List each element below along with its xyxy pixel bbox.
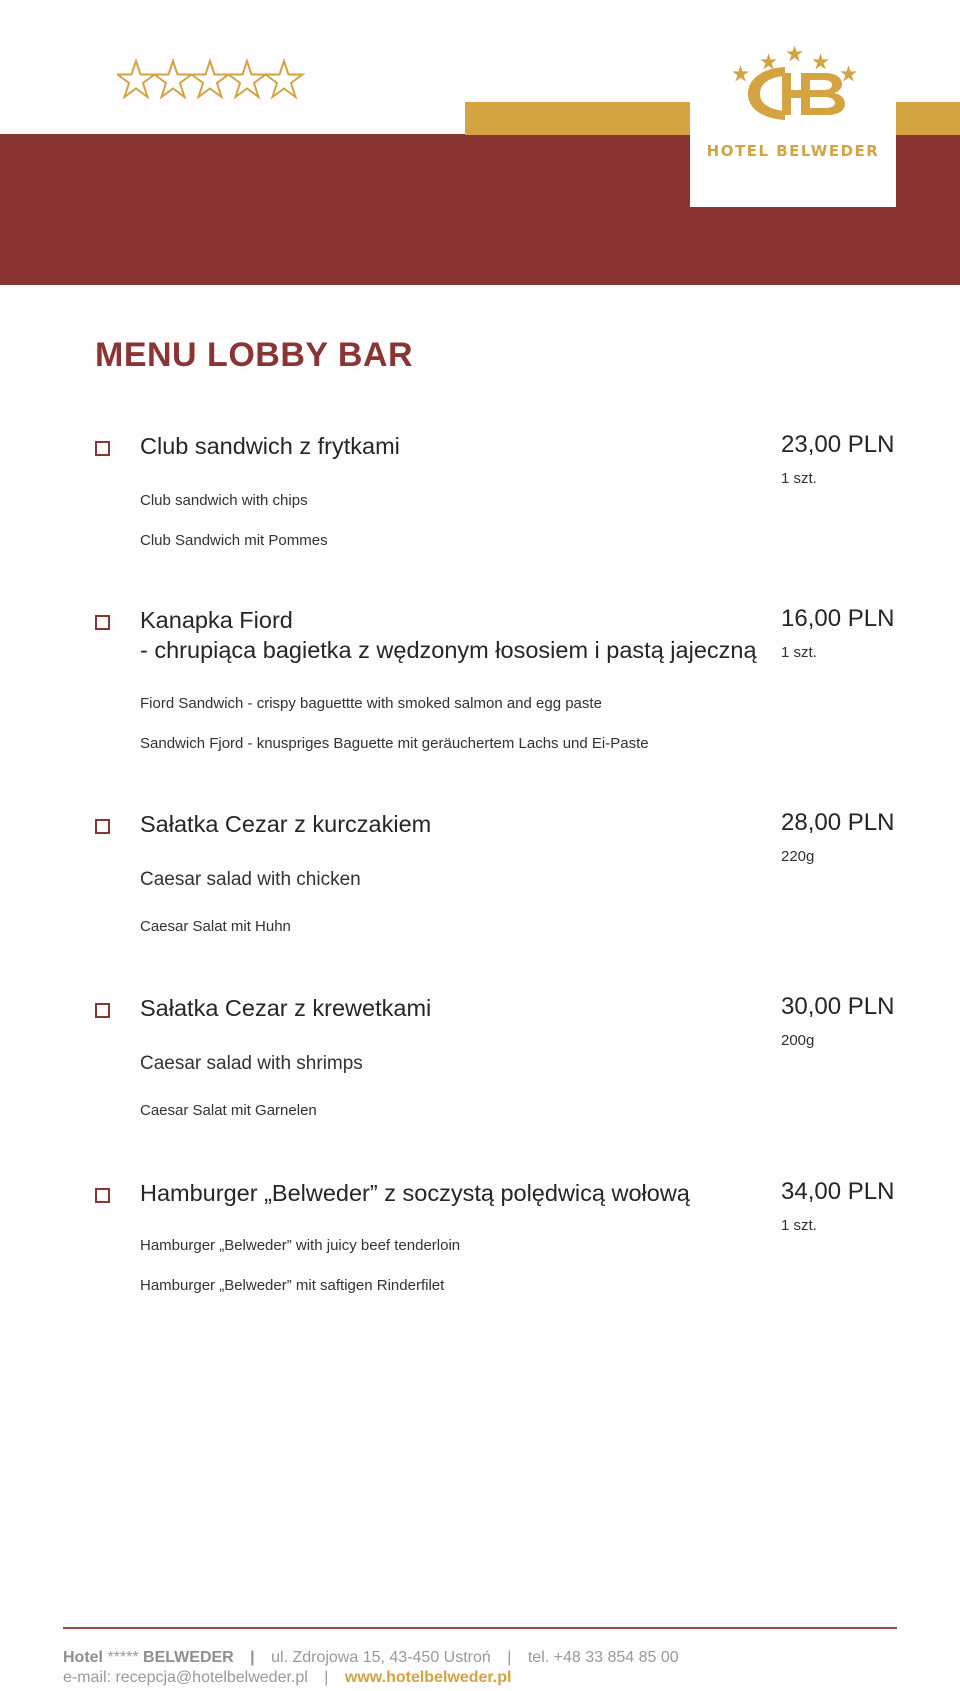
item-translation-en: Club sandwich with chips [140, 492, 308, 509]
header [0, 0, 960, 285]
header-gold-stripe-right [896, 102, 960, 135]
hotel-logo-text: HOTEL BELWEDER [706, 142, 880, 160]
page-title: MENU LOBBY BAR [95, 336, 414, 374]
item-price: 28,00 PLN [781, 809, 895, 836]
footer-phone: tel. +48 33 854 85 00 [527, 1649, 679, 1666]
item-price: 34,00 PLN [781, 1178, 895, 1205]
item-translation-en: Fiord Sandwich - crispy baguettte with smoked salmon and egg paste [140, 695, 602, 712]
item-translation-en: Hamburger „Belweder” with juicy beef tenderloin [140, 1237, 461, 1254]
item-name: Club sandwich z frytkami [140, 433, 400, 459]
item-translation-de: Caesar Salat mit Huhn [140, 918, 291, 935]
item-quantity: 1 szt. [781, 470, 817, 487]
footer-website-link[interactable]: www.hotelbelweder.pl [344, 1669, 512, 1686]
item-quantity: 200g [781, 1032, 815, 1049]
checkbox-icon [95, 1188, 110, 1203]
item-translation-de: Hamburger „Belweder” mit saftigen Rinderfilet [140, 1277, 445, 1294]
five-star-rating-icon [117, 58, 307, 104]
menu-item [95, 1173, 895, 1303]
item-translation-en: Caesar salad with shrimps [140, 1053, 363, 1074]
item-translation-de: Caesar Salat mit Garnelen [140, 1102, 317, 1119]
footer-separator: | [507, 1649, 512, 1666]
item-name-line2: - chrupiąca bagietka z wędzonym łososiem i pastą jajeczną [140, 637, 757, 663]
item-quantity: 1 szt. [781, 1217, 817, 1234]
item-name: Hamburger „Belweder” z soczystą polędwicą wołową [140, 1180, 690, 1206]
item-translation-de: Club Sandwich mit Pommes [140, 532, 328, 549]
item-name: Sałatka Cezar z kurczakiem [140, 811, 432, 837]
item-price: 30,00 PLN [781, 993, 895, 1020]
item-price: 16,00 PLN [781, 605, 895, 632]
footer-hotel-prefix: Hotel [63, 1649, 103, 1666]
header-gold-stripe [465, 102, 690, 135]
item-price: 23,00 PLN [781, 431, 895, 458]
item-name: Kanapka Fiord [140, 607, 293, 633]
checkbox-icon [95, 819, 110, 834]
hotel-logo-emblem-icon [690, 40, 896, 120]
footer-address: ul. Zdrojowa 15, 43-450 Ustroń [271, 1649, 491, 1666]
item-quantity: 220g [781, 848, 815, 865]
footer-separator: | [324, 1669, 329, 1686]
footer-hotel-stars: ***** [107, 1649, 139, 1666]
item-name: Sałatka Cezar z krewetkami [140, 995, 432, 1021]
item-quantity: 1 szt. [781, 644, 817, 661]
item-translation-en: Caesar salad with chicken [140, 869, 361, 890]
menu-item [95, 804, 895, 944]
footer-email[interactable]: e-mail: recepcja@hotelbelweder.pl [63, 1669, 308, 1686]
footer-divider [63, 1627, 897, 1629]
checkbox-icon [95, 1003, 110, 1018]
footer-hotel-name: BELWEDER [143, 1649, 234, 1666]
menu-item [95, 426, 895, 556]
checkbox-icon [95, 441, 110, 456]
hotel-logo [690, 0, 896, 207]
footer-address-line [63, 1649, 679, 1667]
menu-item [95, 988, 895, 1128]
item-translation-de: Sandwich Fjord - knuspriges Baguette mit geräuchertem Lachs und Ei-Paste [140, 735, 649, 752]
footer-separator: | [250, 1649, 255, 1666]
footer-contact-line [63, 1669, 511, 1687]
menu-item [95, 600, 895, 760]
checkbox-icon [95, 615, 110, 630]
